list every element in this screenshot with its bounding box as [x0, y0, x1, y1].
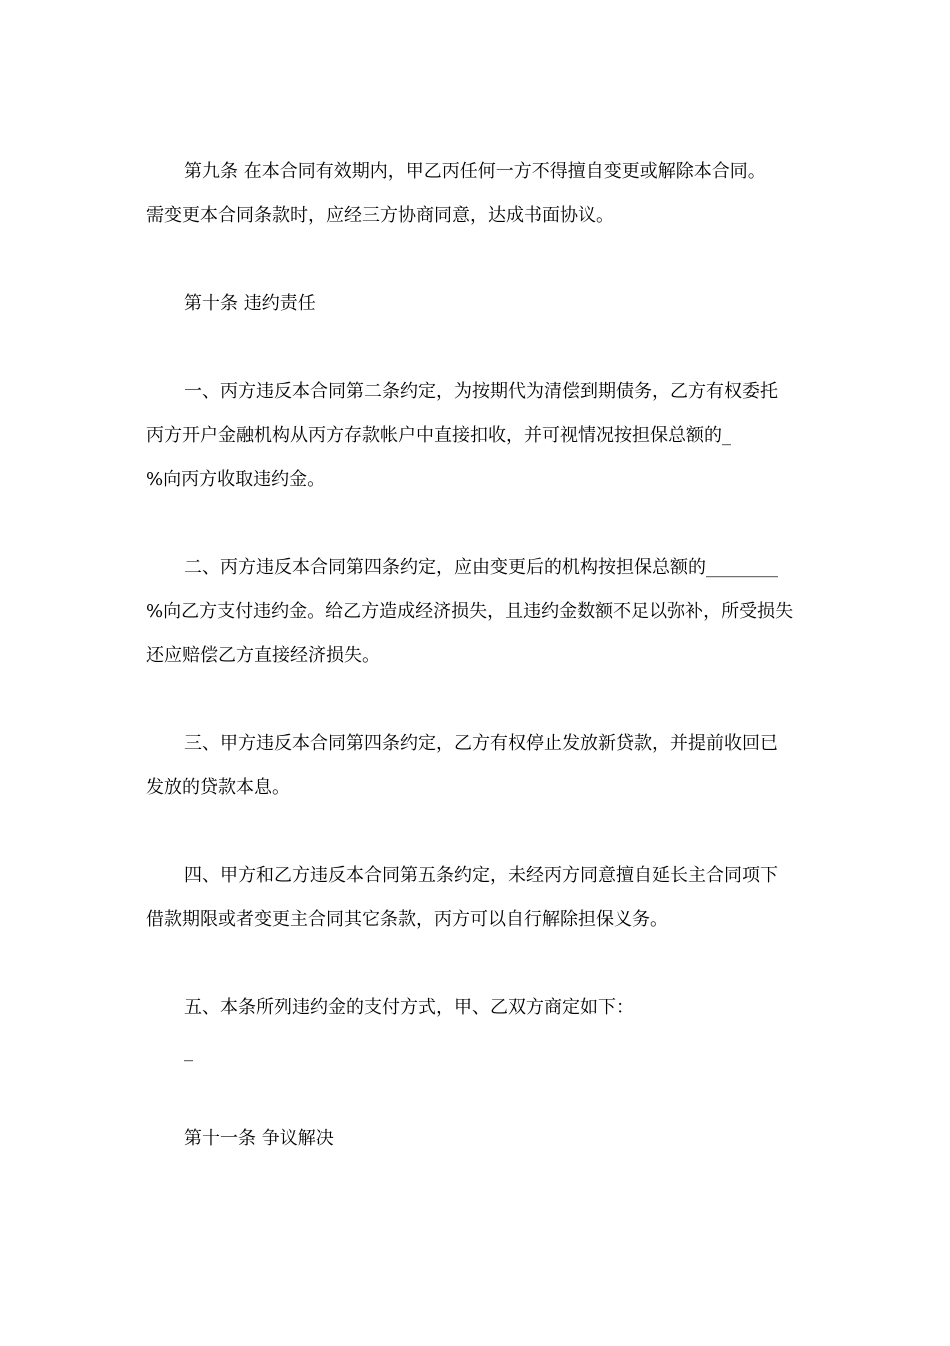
article-10-item-4	[146, 864, 810, 952]
paragraph-line: 第十条 违约责任	[184, 293, 316, 314]
paragraph-line: %向丙方收取违约金。	[146, 469, 326, 490]
blank-underline: _	[184, 1041, 193, 1062]
article-10-item-1	[146, 380, 810, 512]
paragraph-line: 四、甲方和乙方违反本合同第五条约定，未经丙方同意擅自延长主合同项下	[184, 865, 778, 886]
article-10-heading	[146, 292, 810, 336]
paragraph-line: 一、丙方违反本合同第二条约定，为按期代为清偿到期债务，乙方有权委托	[184, 381, 778, 402]
article-10-item-3	[146, 732, 810, 820]
article-10-item-2	[146, 556, 810, 688]
paragraph-line: 五、本条所列违约金的支付方式，甲、乙双方商定如下：	[184, 997, 634, 1018]
paragraph-line: 还应赔偿乙方直接经济损失。	[146, 645, 380, 666]
article-10-item-5	[146, 996, 810, 1084]
paragraph-line: 第九条 在本合同有效期内，甲乙丙任何一方不得擅自变更或解除本合同。	[184, 161, 766, 182]
paragraph-line: 第十一条 争议解决	[184, 1128, 334, 1149]
paragraph-line: 需变更本合同条款时，应经三方协商同意，达成书面协议。	[146, 205, 614, 226]
paragraph-line: 二、丙方违反本合同第四条约定，应由变更后的机构按担保总额的________	[184, 557, 778, 578]
article-11-heading	[146, 1127, 810, 1171]
paragraph-line: %向乙方支付违约金。给乙方造成经济损失，且违约金数额不足以弥补，所受损失	[146, 601, 794, 622]
paragraph-line: 发放的贷款本息。	[146, 777, 290, 798]
paragraph-line: 三、甲方违反本合同第四条约定，乙方有权停止发放新贷款，并提前收回已	[184, 733, 778, 754]
article-9-paragraph	[146, 160, 810, 248]
paragraph-line: 丙方开户金融机构从丙方存款帐户中直接扣收，并可视情况按担保总额的_	[146, 425, 731, 446]
paragraph-line: 借款期限或者变更主合同其它条款，丙方可以自行解除担保义务。	[146, 909, 668, 930]
